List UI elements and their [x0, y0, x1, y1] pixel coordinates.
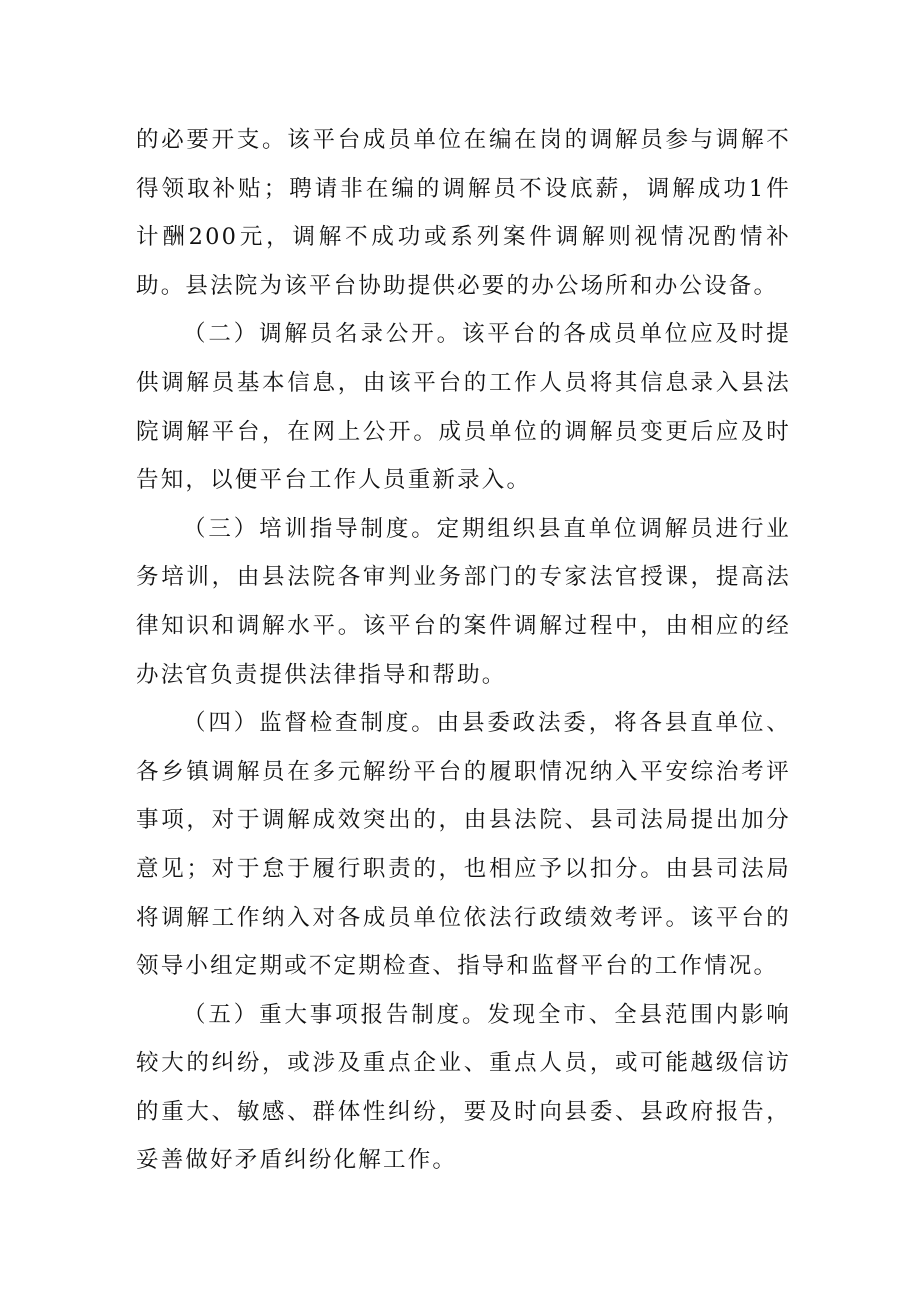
paragraph-continuation: 的必要开支。该平台成员单位在编在岗的调解员参与调解不得领取补贴；聘请非在编的调解员不设底薪，调解成功1件计酬200元，调解不成功或系列案件调解则视情况酌情补助。县法院为该平台协助提供必要的办公场所和办公设备。: [136, 127, 791, 299]
paragraph-training-guidance: （三）培训指导制度。定期组织县直单位调解员进行业务培训，由县法院各审判业务部门的专家法官授课，提高法律知识和调解水平。该平台的案件调解过程中，由相应的经办法官负责提供法律指导和帮助。: [136, 515, 791, 688]
paragraph-supervision-inspection: （四）监督检查制度。由县委政法委，将各县直单位、各乡镇调解员在多元解纷平台的履职情况纳入平安综治考评事项，对于调解成效突出的，由县法院、县司法局提出加分意见；对于怠于履行职责的，也相应予以扣分。由县司法局将调解工作纳入对各成员单位依法行政绩效考评。该平台的领导小组定期或不定期检查、指导和监督平台的工作情况。: [136, 710, 791, 980]
paragraph-mediator-list-disclosure: （二）调解员名录公开。该平台的各成员单位应及时提供调解员基本信息，由该平台的工作人员将其信息录入县法院调解平台，在网上公开。成员单位的调解员变更后应及时告知，以便平台工作人员重新录入。: [136, 321, 791, 494]
paragraph-major-matter-reporting: （五）重大事项报告制度。发现全市、全县范围内影响较大的纠纷，或涉及重点企业、重点人员，或可能越级信访的重大、敏感、群体性纠纷，要及时向县委、县政府报告，妥善做好矛盾纠纷化解工作。: [136, 1001, 791, 1174]
document-body: [136, 116, 791, 1185]
